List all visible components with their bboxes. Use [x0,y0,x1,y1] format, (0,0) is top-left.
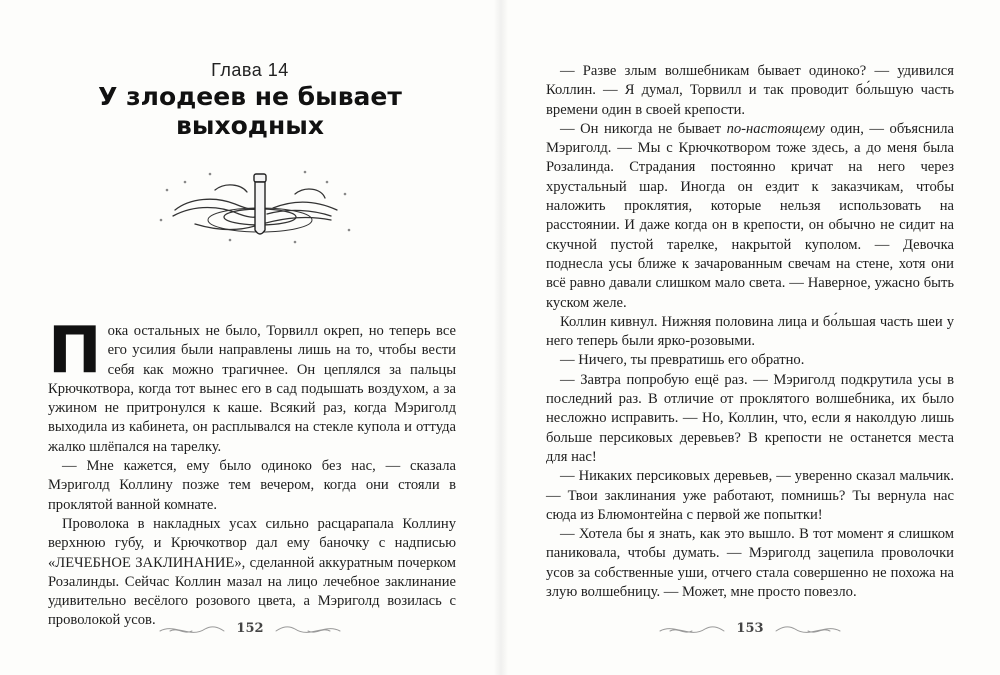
chapter-title-line-2: выходных [176,111,324,140]
left-page-footer [150,615,350,645]
paragraph: — Мне кажется, ему было одиноко без нас, — сказала Мэриголд Коллину позже тем вечером, когда они стояли в проклятой ванной комнате. [48,458,456,513]
paragraph-text: ока остальных не было, Торвилл окреп, но теперь все его усилия были направлены лишь на то, чтобы вести себя как можно трагичнее. Он цеплялся за пальцы Крючкотвора, когда тот вынес его в сад подышать воздухом, а за ужином не притронулся к каше. Всякий раз, когда Мэриголд выходила из кабинета, он расплывался на стекле купола и оттуда жалко шлёпался на тарелку. [48,323,456,455]
paragraph [546,313,954,352]
paragraph-text: один, — объяснила Мэриголд. — Мы с Крючкотвором тоже здесь, а до меня была Розалинда. Страдания постоянно кричат на него через хрустальный шар. Иногда он ездит к заказчикам, чтобы наложить проклятия, которые нельзя использовать на расстоянии. И даже когда он в крепости, он обычно не сидит на скучной пустой тарелке, накрытой куполом. — Девочка поднесла усы ближе к зачарованным свечам на стене, хотя они всё равно давали слишком мало света. — Наверное, ужасно быть куском желе. [546,120,954,311]
emphasized-text: по-настоящему [726,120,825,137]
floating-vial-swirl-illustration [155,160,355,250]
paragraph [48,314,456,457]
paragraph-text: — Ничего, ты превратишь его обратно. [560,352,805,369]
paragraph [546,351,954,370]
paragraph-text: Коллин кивнул. Нижняя половина лица и бо́льшая часть шеи у него теперь были ярко-розовыми. [546,313,954,350]
left-page-text [48,314,456,631]
paragraph-text: — Хотела бы я знать, как это вышло. В тот момент я слишком паниковала, чтобы думать. — Мэриголд зацепила проволочки усов за собственные уши, отчего стала совершенно не похожа на злую волшебницу. — Может, мне просто повезло. [546,526,954,601]
paragraph [546,525,954,602]
page-number: 152 [236,621,264,636]
paragraph-text: — Никаких персиковых деревьев, — уверенно сказал мальчик. — Твои заклинания уже работают, помнишь? Ты вернула нас сюда из Блюмонтейна с первой же попытки! [546,468,954,523]
paragraph: Проволока в накладных усах сильно расцарапала Коллину верхнюю губу, и Крючкотвор дал ему баночку с надписью «ЛЕЧЕБНОЕ ЗАКЛИНАНИЕ», сделанной аккуратным почерком Розалинды. Сейчас Коллин мазал на лицо лечебное заклинание удивительно весёлого розового цвета, а Мэриголд возилась с проволокой усов. [48,515,456,629]
right-page [500,0,1000,675]
chapter-label: Глава 14 [211,60,289,80]
paragraph-text: — Завтра попробую ещё раз. — Мэриголд подкрутила усы в последний раз. В отличие от проклятого волшебника, их было несложно исправить. — Но, Коллин, что, если я наколдую лишь больше персиковых деревьев? В крепости не останется места для нас! [546,371,954,465]
paragraph [546,120,954,313]
paragraph [546,371,954,467]
right-page-footer [650,615,850,645]
dropcap-letter: П [48,314,102,388]
paragraph [546,62,954,120]
chapter-title-line-1: У злодеев не бывает [98,82,402,111]
paragraph-text: — Он никогда не бывает [560,120,727,137]
page-number: 153 [736,621,764,636]
paragraph-text: — Разве злым волшебникам бывает одиноко? — удивился Коллин. — Я думал, Торвилл и так проводит бо́льшую часть времени один в своей крепости. [546,63,954,118]
paragraph [546,467,954,525]
right-page-text [546,62,954,602]
chapter-title [40,82,460,140]
vial-illustration-svg [155,160,355,250]
